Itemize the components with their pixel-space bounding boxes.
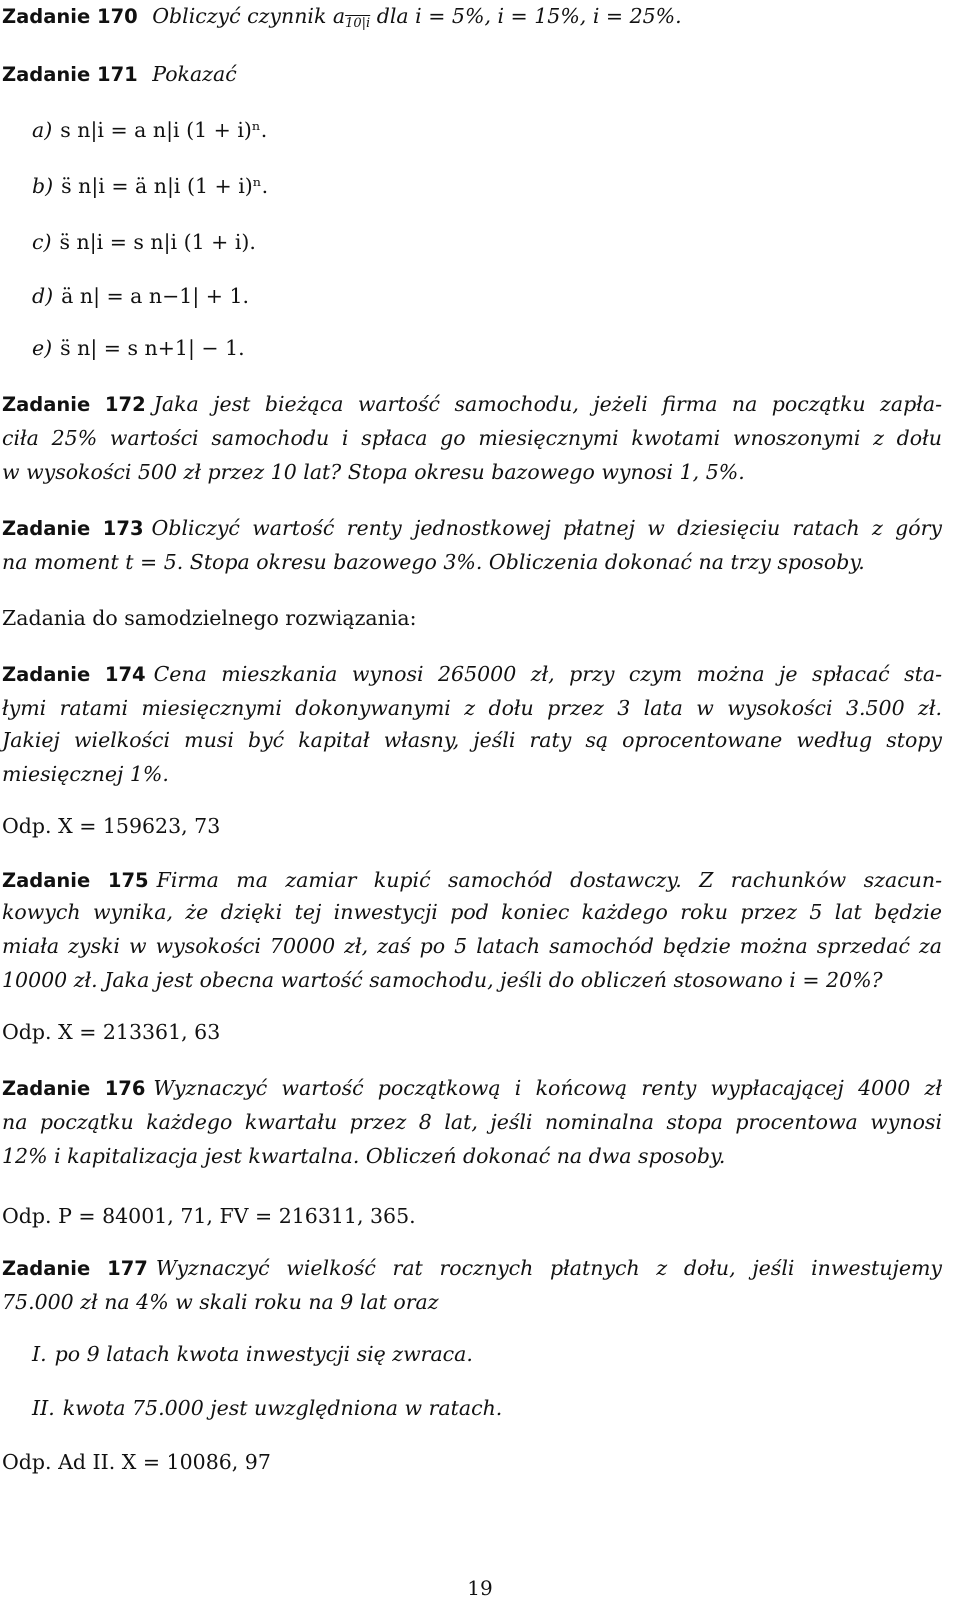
exercise-176-line2: na początku każdego kwartału przez 8 lat, jeśli nominalna stopa procentowa wynosi [2,1110,942,1134]
exercise-174-line2: łymi ratami miesięcznymi dokonywanymi z dołu przez 3 lata w wysokości 3.500 zł. [2,696,942,720]
list-item-d: d) ä n| = a n−1| + 1. [32,284,250,308]
exercise-175-line4: 10000 zł. Jaka jest obecna wartość samochodu, jeśli do obliczeń stosowano i = 20%? [2,968,883,992]
list-item-ii: II. kwota 75.000 jest uwzględniona w ratach. [32,1396,503,1420]
exercise-heading: Zadanie 172 [2,393,146,416]
exercise-177-line2: 75.000 zł na 4% w skali roku na 9 lat oraz [2,1290,439,1314]
answer-176: Odp. P = 84001, 71, FV = 216311, 365. [2,1204,416,1228]
exercise-173-line2: na moment t = 5. Stopa okresu bazowego 3%. Obliczenia dokonać na trzy sposoby. [2,550,865,574]
exercise-174-line3: Jakiej wielkości musi być kapitał własny, jeśli raty są oprocentowane według stopy [2,728,942,752]
exercise-heading: Zadanie 173 [2,517,144,540]
exercise-172-line2: ciła 25% wartości samochodu i spłaca go miesięcznymi kwotami wnoszonymi z dołu [2,426,942,450]
exercise-heading: Zadanie 175 [2,869,149,892]
exercise-172: Zadanie 172 Jaka jest bieżąca wartość samochodu, jeżeli firma na początku zapła- [2,392,942,416]
exercise-174: Zadanie 174 Cena mieszkania wynosi 265000 zł, przy czym można je spłacać sta- [2,662,942,686]
page-number: 19 [467,1576,493,1600]
answer-174: Odp. X = 159623, 73 [2,814,221,838]
exercise-173: Zadanie 173 Obliczyć wartość renty jednostkowej płatnej w dziesięciu ratach z góry [2,516,942,540]
exercise-175-line2: kowych wynika, że dzięki tej inwestycji pod koniec każdego roku przez 5 lat będzie [2,900,942,924]
exercise-heading: Zadanie 171 [2,63,138,86]
answer-177: Odp. Ad II. X = 10086, 97 [2,1450,271,1474]
exercise-176: Zadanie 176 Wyznaczyć wartość początkową i końcową renty wypłacającej 4000 zł [2,1076,942,1100]
annuity-subscript: 10|i [345,16,371,31]
list-item-b: b) s̈ n|i = ä n|i (1 + i)ⁿ. [32,174,269,198]
exercise-text: Pokazać [152,62,237,86]
exercise-heading: Zadanie 170 [2,5,138,28]
exercise-175-line3: miała zyski w wysokości 70000 zł, zaś po 5 latach samochód będzie można sprzedać za [2,934,942,958]
exercise-174-line4: miesięcznej 1%. [2,762,169,786]
list-item-a: a) s n|i = a n|i (1 + i)ⁿ. [32,118,268,142]
exercise-heading: Zadanie 177 [2,1257,148,1280]
list-item-c: c) s̈ n|i = s n|i (1 + i). [32,230,256,254]
exercise-heading: Zadanie 176 [2,1077,146,1100]
exercise-172-line3: w wysokości 500 zł przez 10 lat? Stopa okresu bazowego wynosi 1, 5%. [2,460,745,484]
answer-175: Odp. X = 213361, 63 [2,1020,221,1044]
exercise-177: Zadanie 177 Wyznaczyć wielkość rat rocznych płatnych z dołu, jeśli inwestujemy [2,1256,943,1280]
exercise-heading: Zadanie 174 [2,663,146,686]
exercise-text: Obliczyć czynnik a [152,4,346,28]
exercise-175: Zadanie 175 Firma ma zamiar kupić samochód dostawczy. Z rachunków szacun- [2,868,943,892]
exercise-170 [2,2,942,31]
exercise-171 [2,60,942,89]
exercise-text-rest: dla i = 5%, i = 15%, i = 25%. [370,4,682,28]
section-heading: Zadania do samodzielnego rozwiązania: [2,606,417,630]
exercise-176-line3: 12% i kapitalizacja jest kwartalna. Obliczeń dokonać na dwa sposoby. [2,1144,726,1168]
list-item-e: e) s̈ n| = s n+1| − 1. [32,336,245,360]
list-item-i: I. po 9 latach kwota inwestycji się zwraca. [32,1342,473,1366]
